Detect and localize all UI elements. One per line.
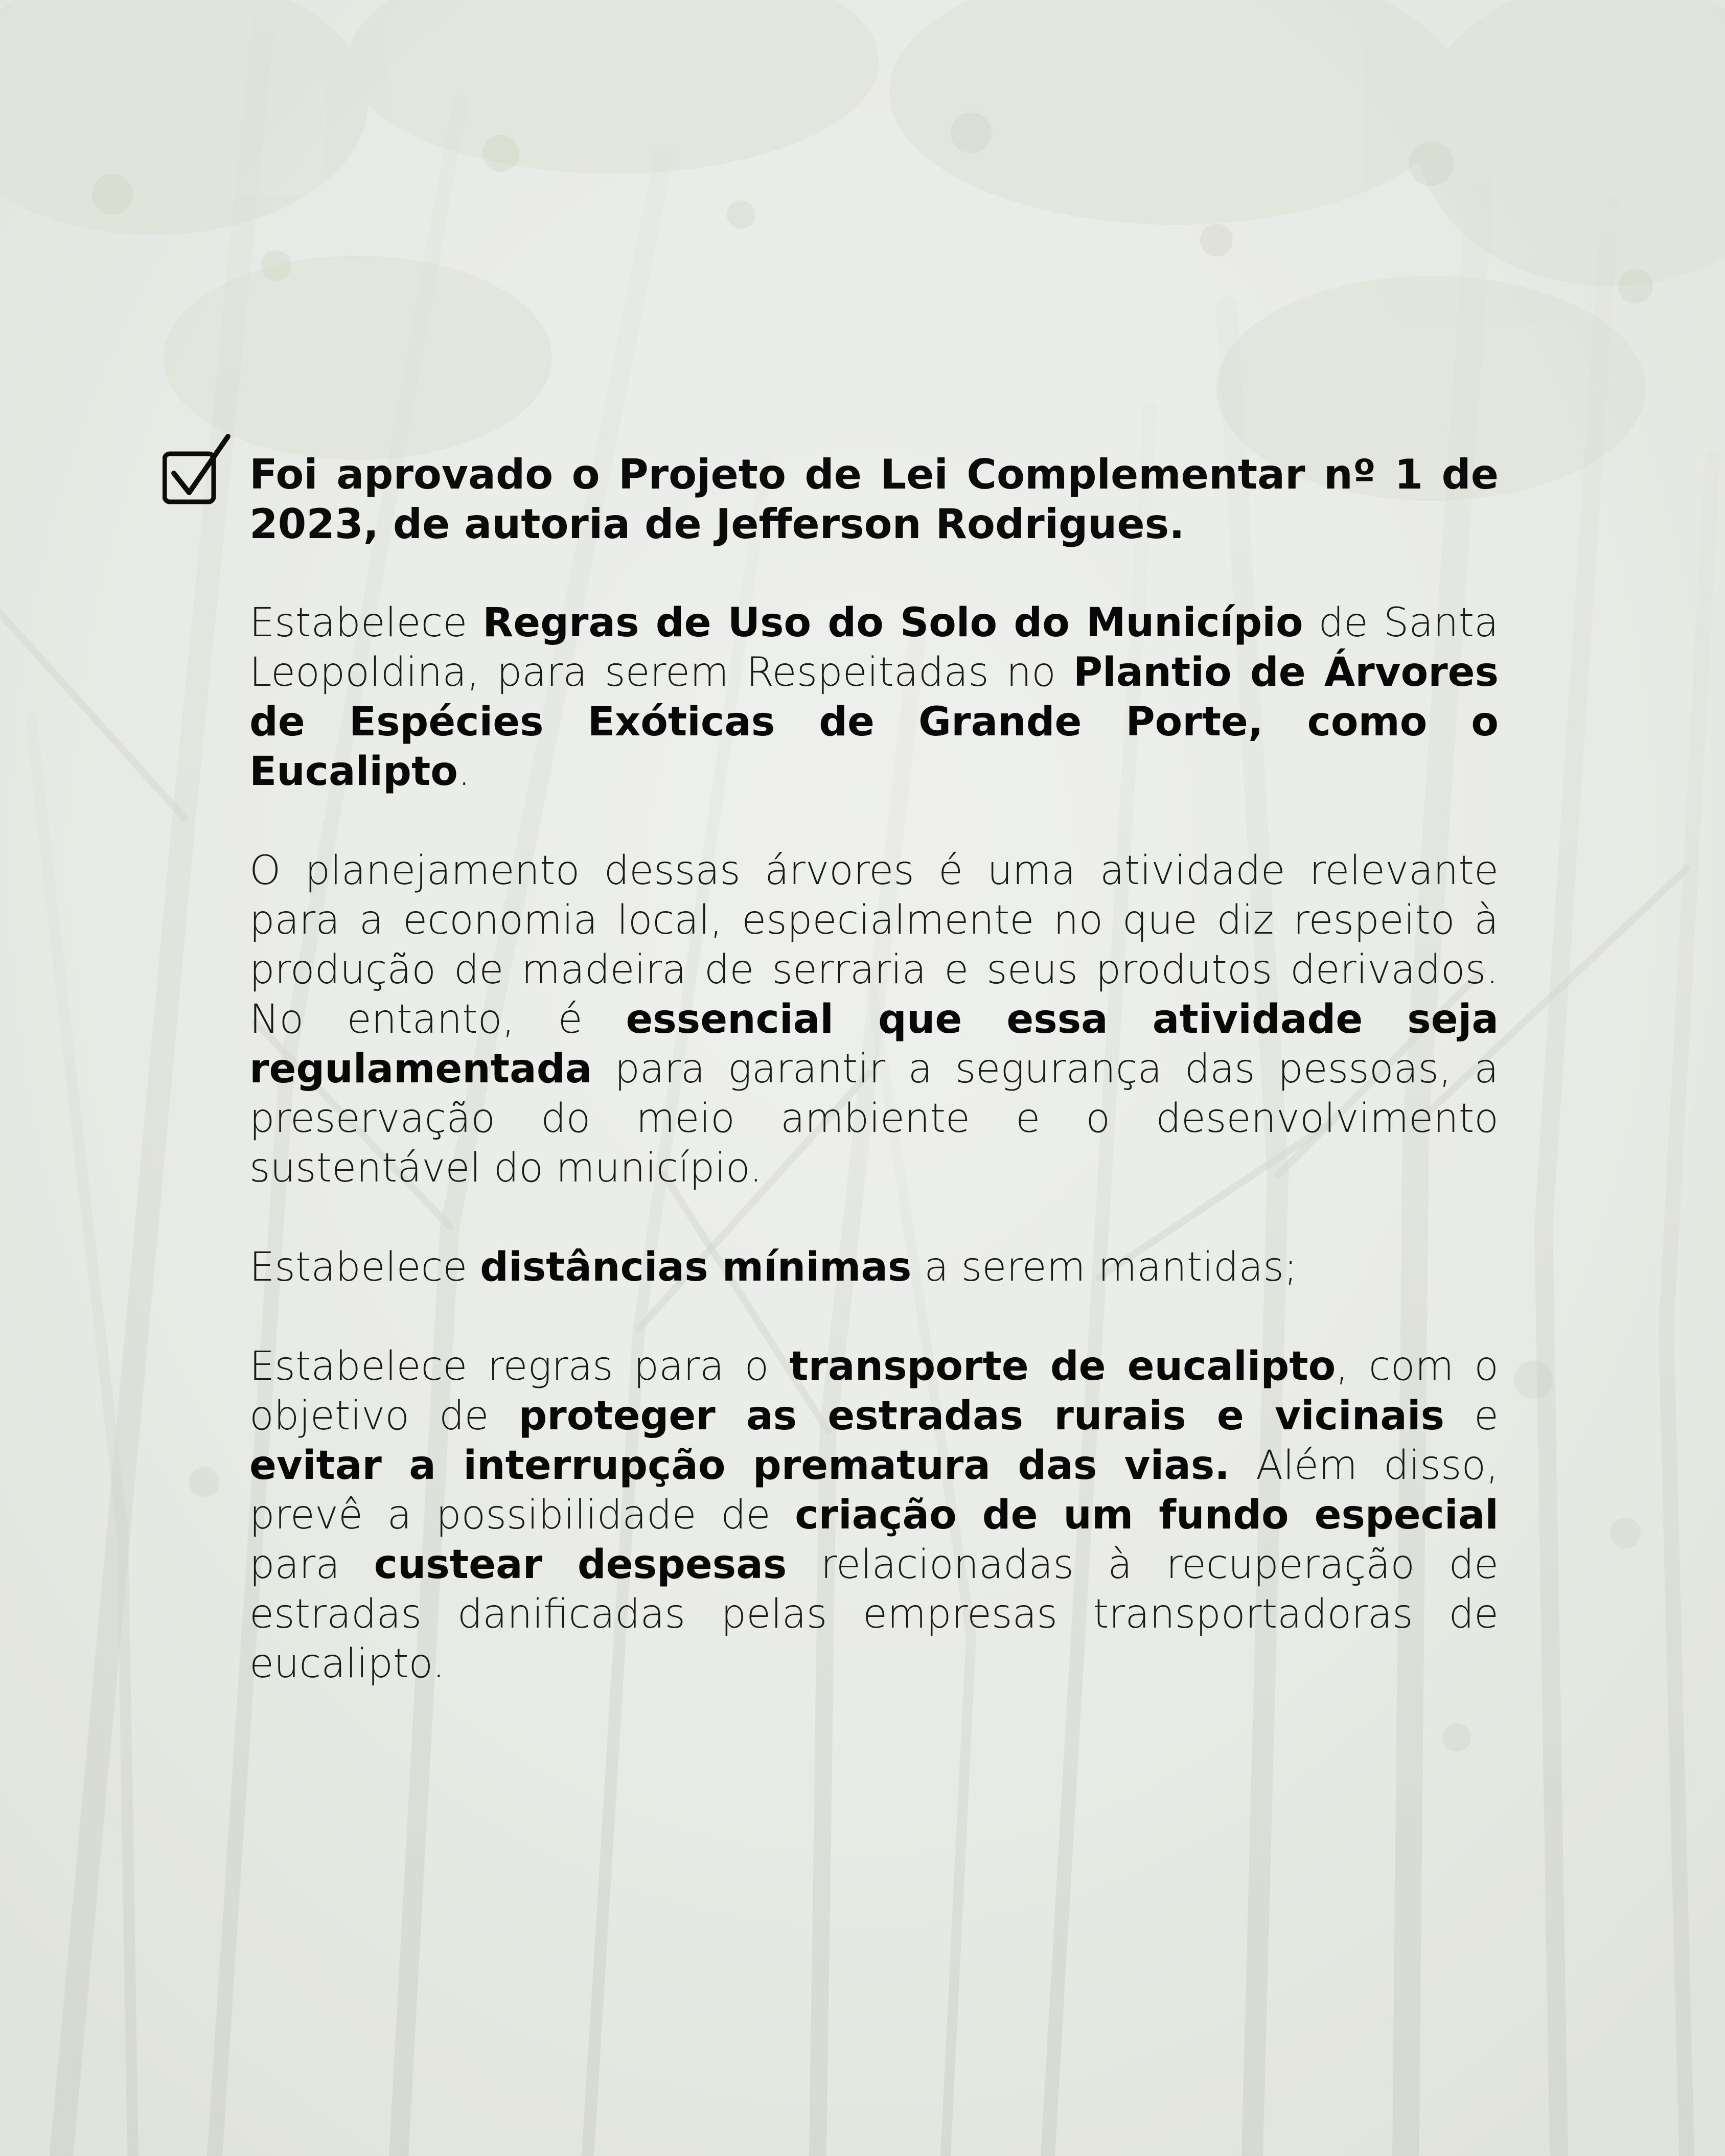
heading: Foi aprovado o Projeto de Lei Complementar nº 1 de 2023, de autoria de Jefferson Rodrigues. bbox=[249, 451, 1499, 548]
text-run: para garantir a segurança das pessoas, a preservação do meio ambiente e o desenvolvimento sustentável do município. bbox=[249, 1046, 1499, 1191]
text-run: Estabelece regras para o bbox=[249, 1343, 790, 1389]
bold-run: criação de um fundo especial bbox=[795, 1492, 1499, 1538]
spacer bbox=[249, 1193, 1499, 1243]
text-run: O planejamento dessas árvores é uma atividade relevante para a economia local, especialmente no que diz respeito à produção de madeira de serraria e seus produtos derivados. No entanto, é bbox=[249, 848, 1499, 1042]
text-run: Estabelece bbox=[249, 1244, 480, 1290]
bold-run: essencial que essa atividade seja regulamentada bbox=[249, 996, 1499, 1092]
spacer bbox=[249, 1292, 1499, 1342]
text-run: . bbox=[457, 749, 471, 795]
paragraph-planejamento bbox=[249, 846, 1499, 1193]
text-run: e bbox=[1444, 1393, 1499, 1439]
bold-run: evitar a interrupção prematura das vias. bbox=[249, 1443, 1230, 1489]
checkbox-checked-icon bbox=[163, 433, 234, 505]
text-run: Além disso, prevê a possibilidade de bbox=[249, 1443, 1499, 1538]
paragraph-transporte bbox=[249, 1342, 1499, 1689]
bold-run: custear despesas bbox=[374, 1542, 787, 1588]
document-body bbox=[249, 450, 1499, 1689]
spacer bbox=[249, 549, 1499, 598]
bold-run: proteger as estradas rurais e vicinais bbox=[518, 1393, 1445, 1439]
text-run: para bbox=[249, 1542, 374, 1588]
spacer bbox=[249, 797, 1499, 846]
bold-run: Plantio de Árvores de Espécies Exóticas de Grande Porte, como o Eucalipto bbox=[249, 650, 1499, 795]
bold-run: transporte de eucalipto bbox=[789, 1343, 1336, 1389]
bold-run: distâncias mínimas bbox=[480, 1244, 912, 1290]
text-run: , com o objetivo de bbox=[249, 1343, 1499, 1439]
text-run: a serem mantidas; bbox=[911, 1244, 1298, 1290]
text-run: de Santa Leopoldina, para serem Respeitadas no bbox=[249, 600, 1499, 696]
text-run: relacionadas à recuperação de estradas danificadas pelas empresas transportadoras de eucalipto. bbox=[249, 1542, 1499, 1687]
bold-run: Regras de Uso do Solo do Município bbox=[482, 600, 1303, 646]
paragraph-distancias bbox=[249, 1243, 1499, 1292]
paragraph-regras bbox=[249, 598, 1499, 797]
text-run: Estabelece bbox=[249, 600, 483, 646]
